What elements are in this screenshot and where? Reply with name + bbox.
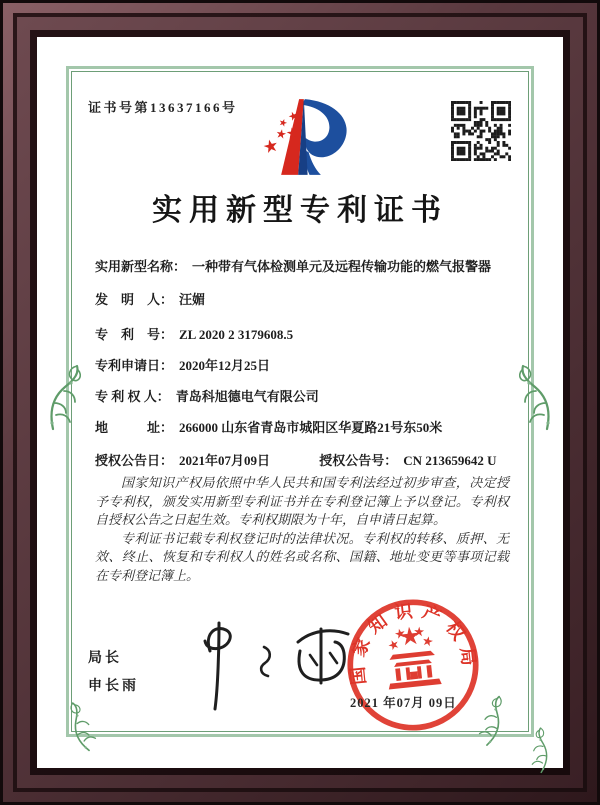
field-value-filing-date: 2020年12月25日: [179, 358, 271, 373]
field-label-patentee: 专 利 权 人：: [95, 389, 170, 404]
field-label-filing-date: 专利申请日：: [95, 358, 174, 373]
director-name: 申长雨: [88, 677, 139, 693]
field-row-grant: [95, 450, 539, 469]
field-label-inventor: 发 明 人：: [95, 292, 174, 307]
official-seal: [329, 581, 496, 748]
field-label-address: 地 址：: [95, 420, 174, 435]
field-row-inventor: [95, 289, 539, 308]
field-value-address: 266000 山东省青岛市城阳区华夏路21号东50米: [179, 420, 443, 435]
field-row-filing-date: [95, 355, 539, 374]
director-block: [88, 643, 139, 699]
field-row-patent-no: [95, 324, 539, 343]
legal-notice: [95, 474, 509, 586]
field-row-address: [95, 417, 539, 436]
notice-paragraph-2: 专利证书记载专利权登记时的法律状况。专利权的转移、质押、无效、终止、恢复和专利权人的姓名或名称、国籍、地址变更等事项记载在专利登记簿上。: [95, 530, 509, 583]
qr-code: [451, 101, 511, 161]
field-value-inventor: 汪媚: [179, 292, 206, 307]
director-title: 局长: [88, 649, 122, 665]
field-label-grant-date: 授权公告日：: [95, 453, 174, 468]
field-label-patent-no: 专 利 号：: [95, 327, 174, 342]
field-row-name: [95, 256, 539, 275]
seal-date: 2021 年07月 09日: [350, 696, 457, 710]
field-value-grant-date: 2021年07月09日: [179, 453, 271, 468]
certificate-paper: [37, 37, 563, 768]
field-value-name: 一种带有气体检测单元及远程传输功能的燃气报警器: [192, 259, 492, 274]
field-value-patent-no: ZL 2020 2 3179608.5: [179, 327, 294, 342]
field-value-patentee: 青岛科旭德电气有限公司: [175, 389, 319, 404]
field-label-name: 实用新型名称：: [95, 259, 187, 274]
field-label-grant-no: 授权公告号：: [319, 453, 398, 468]
seal-text: 国家知识产权局: [346, 600, 480, 686]
notice-paragraph-1: 国家知识产权局依照中华人民共和国专利法经过初步审查，决定授予专利权，颁发实用新型专利证书并在专利登记簿上予以登记。专利权自授权公告之日起生效。专利权期限为十年，自申请日起算。: [95, 475, 509, 528]
certificate-title: 实用新型专利证书: [152, 194, 448, 227]
field-row-patentee: [95, 386, 539, 405]
cnipa-logo: [249, 95, 353, 179]
field-value-grant-no: CN 213659642 U: [403, 453, 497, 468]
certificate-number: 证书号第13637166号: [88, 100, 238, 115]
